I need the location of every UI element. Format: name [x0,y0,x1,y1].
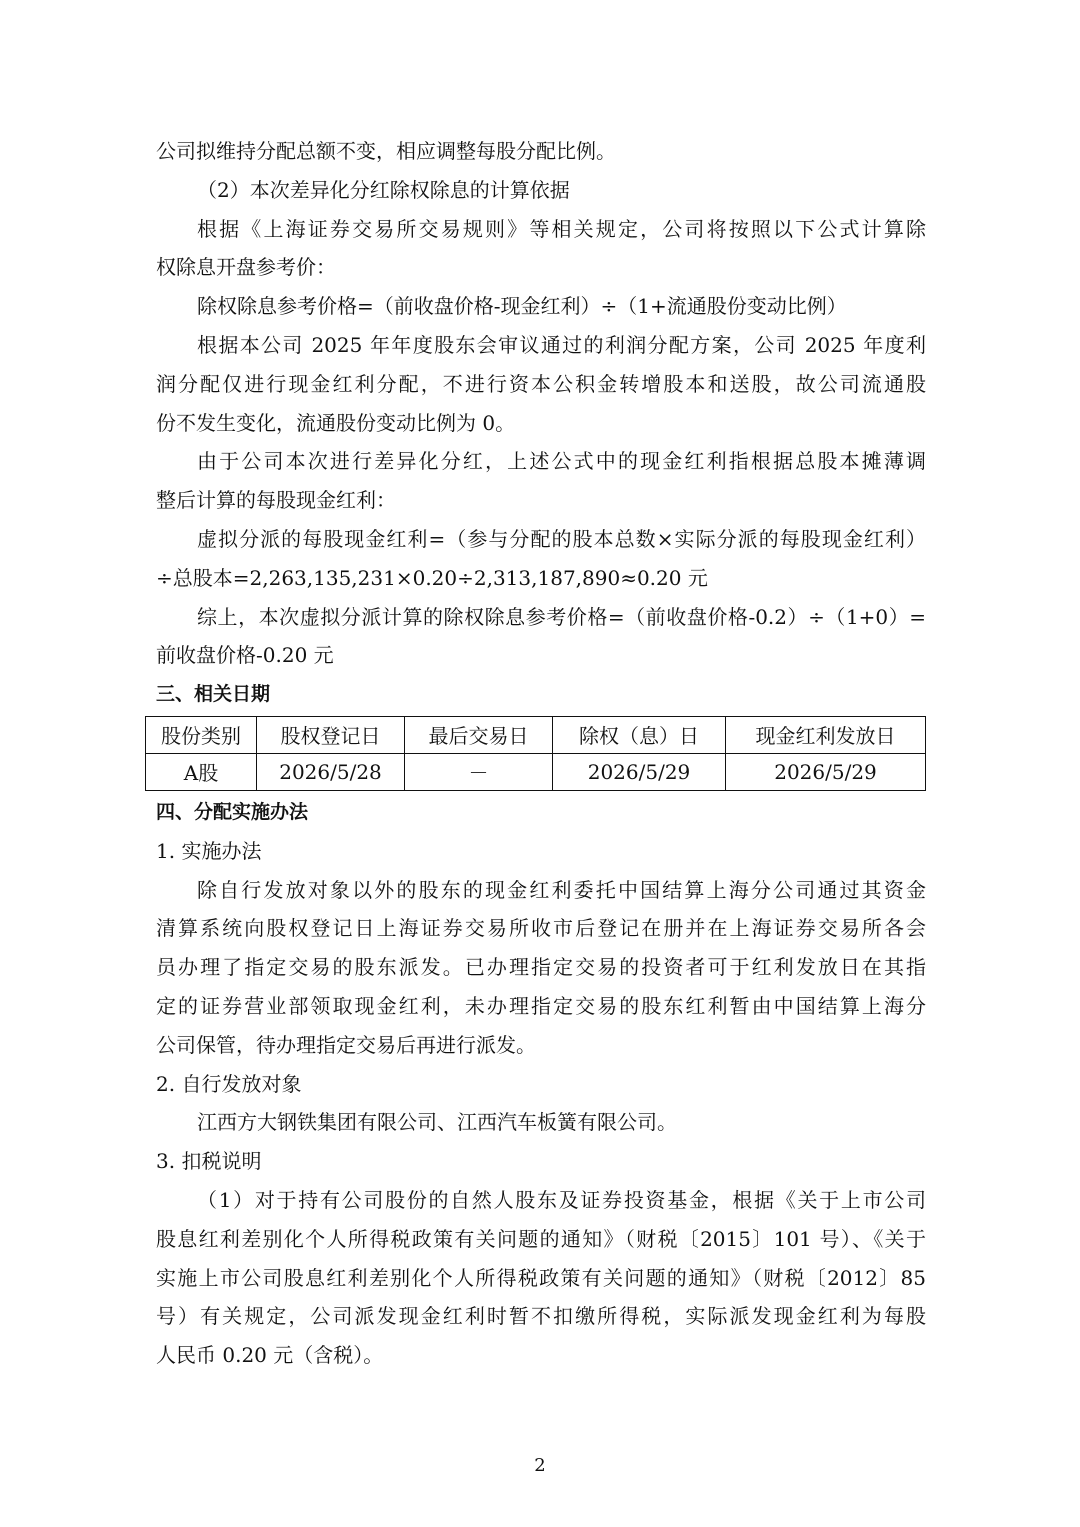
table-cell: － [405,753,553,790]
text-line: 员办理了指定交易的股东派发。已办理指定交易的投资者可于红利发放日在其指 [156,955,926,980]
text-line: 根据《上海证券交易所交易规则》等相关规定，公司将按照以下公式计算除 [197,216,926,241]
page-number: 2 [534,1455,546,1476]
section-heading-implementation: 四、分配实施办法 [156,800,309,823]
paragraphs-bottom [156,832,926,1375]
text-line: 由于公司本次进行差异化分红，上述公式中的现金红利指根据总股本摊薄调 [197,449,926,474]
text-line: （1）对于持有公司股份的自然人股东及证券投资基金，根据《关于上市公司 [197,1187,926,1212]
table-cell: 2026/5/28 [257,753,405,790]
text-line: 份不发生变化，流通股份变动比例为 0。 [156,410,516,435]
text-line: 江西方大钢铁集团有限公司、江西汽车板簧有限公司。 [197,1110,677,1135]
text-line: ÷总股本=2,263,135,231×0.20÷2,313,187,890≈0.20 元 [156,565,708,590]
text-line: 权除息开盘参考价： [156,255,336,280]
dates-table [145,716,926,791]
text-line: （2）本次差异化分红除权除息的计算依据 [197,177,570,202]
table-cell: A股 [146,753,257,790]
table-header-row [146,716,926,753]
section-heading-dates: 三、相关日期 [156,683,271,706]
text-line: 公司拟维持分配总额不变，相应调整每股分配比例。 [156,139,616,163]
text-line: 3. 扣税说明 [156,1149,262,1174]
text-line: 号）有关规定，公司派发现金红利时暂不扣缴所得税，实际派发现金红利为每股 [156,1304,926,1329]
text-line: 除权除息参考价格=（前收盘价格-现金红利）÷（1+流通股份变动比例） [197,294,847,319]
text-line: 综上，本次虚拟分派计算的除权除息参考价格=（前收盘价格-0.2）÷（1+0）= [197,604,926,629]
text-line: 定的证券营业部领取现金红利，未办理指定交易的股东红利暂由中国结算上海分 [156,993,926,1018]
text-line: 根据本公司 2025 年年度股东会审议通过的利润分配方案，公司 2025 年度利 [197,332,926,357]
paragraphs-top [156,132,926,675]
text-line: 实施上市公司股息红利差别化个人所得税政策有关问题的通知》（财税〔2012〕85 [156,1265,926,1290]
table-header-cell: 最后交易日 [405,716,553,753]
text-line: 人民币 0.20 元（含税）。 [156,1343,384,1368]
text-line: 清算系统向股权登记日上海证券交易所收市后登记在册并在上海证券交易所各会 [156,916,926,941]
page-body [156,132,926,1375]
text-line: 2. 自行发放对象 [156,1071,302,1096]
table-header-cell: 除权（息）日 [553,716,726,753]
text-line: 润分配仅进行现金红利分配，不进行资本公积金转增股本和送股，故公司流通股 [156,371,926,396]
text-line: 虚拟分派的每股现金红利=（参与分配的股本总数×实际分派的每股现金红利） [197,526,926,551]
table-cell: 2026/5/29 [726,753,926,790]
table-header-cell: 股权登记日 [257,716,405,753]
table-header-cell: 现金红利发放日 [726,716,926,753]
text-line: 前收盘价格-0.20 元 [156,643,334,668]
table-header-cell: 股份类别 [146,716,257,753]
text-line: 公司保管，待办理指定交易后再进行派发。 [156,1032,536,1057]
text-line: 整后计算的每股现金红利： [156,488,396,513]
text-line: 股息红利差别化个人所得税政策有关问题的通知》（财税〔2015〕101 号）、《关于 [156,1226,926,1251]
text-line: 1. 实施办法 [156,838,262,863]
table-cell: 2026/5/29 [553,753,726,790]
text-line: 除自行发放对象以外的股东的现金红利委托中国结算上海分公司通过其资金 [197,877,926,902]
table-row [146,753,926,790]
